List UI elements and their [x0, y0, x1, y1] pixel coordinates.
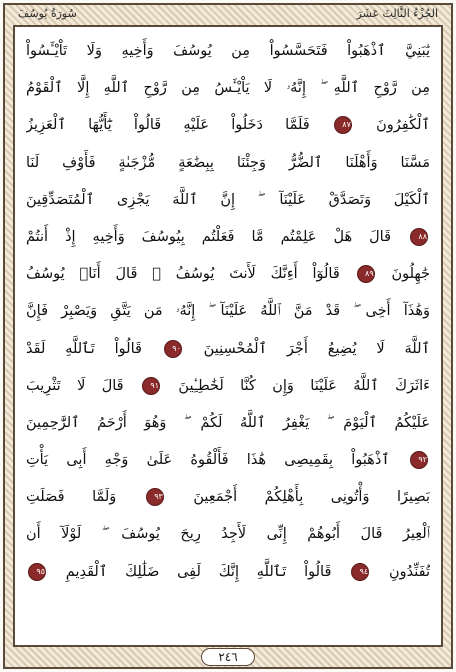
page-number: ٢٤٦: [201, 648, 254, 666]
ayah-text: قَالَ هَلْ عَلِمْتُم مَّا فَعَلْتُم بِيُوسُفَ وَأَخِيهِ إِذْ أَنتُمْ: [26, 228, 392, 245]
page-footer: [0, 646, 456, 666]
quran-text-block: [26, 33, 430, 593]
text-line: [26, 479, 430, 516]
text-line: [26, 368, 430, 405]
ayah-text: قَالُواْ تَٱللَّهِ لَقَدْ: [26, 340, 142, 357]
ayah-number-marker: ٨٩: [357, 265, 375, 283]
juz-label: الجُزْءُ الثَّالِثَ عَشَرَ: [356, 7, 438, 20]
text-line: [26, 70, 430, 107]
text-line: [26, 405, 430, 442]
ayah-text: قَالُواْ تَٱللَّهِ إِنَّكَ لَفِى ضَلَٰلِكَ ٱلْقَدِيمِ: [65, 563, 332, 580]
ayah-text: عَلَيْكُمُ ٱلْيَوْمَ ۖ يَغْفِرُ ٱللَّهُ لَكُمْ ۖ وَهُوَ أَرْحَمُ ٱلرَّٰحِمِينَ: [26, 414, 430, 431]
ayah-text: جَٰهِلُونَ: [391, 266, 430, 283]
text-line: [26, 33, 430, 70]
text-line: [26, 107, 430, 144]
ayah-text: ٱلْكَٰفِرُونَ: [376, 117, 430, 134]
text-line: [26, 516, 430, 553]
ayah-text: مِن رَّوْحِ ٱللَّهِ ۖ إِنَّهُۥ لَا يَاْيْـَٔسُ مِن رَّوْحِ ٱللَّهِ إِلَّا ٱلْقَوْمُ: [26, 80, 430, 97]
ayah-text: مَسَّنَا وَأَهْلَنَا ٱلضُّرُّ وَجِئْنَا بِبِضَٰعَةٍ مُّزْجَىٰةٍ فَأَوْفِ لَنَا: [26, 154, 430, 171]
ayah-text: قَالُوٓاْ أَءِنَّكَ لَأَنتَ يُوسُفُ ۖ قَالَ أَنَا۠ يُوسُفُ: [26, 266, 340, 283]
ayah-text: ٱذْهَبُواْ بِقَمِيصِى هَٰذَا فَأَلْقُوهُ عَلَىٰ وَجْهِ أَبِى يَأْتِ: [26, 452, 390, 469]
ayah-text: بَصِيرًا وَأْتُونِى بِأَهْلِكُمْ أَجْمَعِينَ: [193, 489, 430, 506]
ayah-text: تُفَنِّدُونِ: [388, 563, 430, 580]
ayah-text: وَهَٰذَآ أَخِى ۖ قَدْ مَنَّ ٱللَّهُ عَلَيْنَآ ۖ إِنَّهُۥ مَن يَتَّقِ وَيَصْبِرْ فَإِنَّ: [26, 303, 430, 320]
text-line: [26, 219, 430, 256]
ayah-number-marker: ٩٢: [410, 451, 428, 469]
page-header: [14, 6, 442, 24]
ayah-text: ءَاثَرَكَ ٱللَّهُ عَلَيْنَا وَإِن كُنَّا لَخَٰطِـِٔينَ: [178, 377, 430, 394]
ayah-text: يَٰبَنِيَّ ٱذْهَبُواْ فَتَحَسَّسُواْ مِن يُوسُفَ وَأَخِيهِ وَلَا تَاْيْـَٔسُواْ: [26, 43, 430, 59]
ayah-text: فَلَمَّا دَخَلُواْ عَلَيْهِ قَالُواْ يَٰٓأَيُّهَا ٱلْعَزِيزُ: [26, 117, 310, 134]
ayah-text: قَالَ لَا تَثْرِيبَ: [26, 377, 124, 394]
ayah-number-marker: ٩٥: [28, 563, 46, 581]
text-line: [26, 145, 430, 182]
ayah-text: ٱلْعِيرُ قَالَ أَبُوهُمْ إِنِّى لَأَجِدُ رِيحَ يُوسُفَ ۖ لَوْلَآ أَن: [26, 526, 430, 543]
ayah-text: ٱلْكَيْلَ وَتَصَدَّقْ عَلَيْنَآ ۖ إِنَّ ٱللَّهَ يَجْزِى ٱلْمُتَصَدِّقِينَ: [26, 191, 430, 208]
ayah-number-marker: ٩٠: [164, 340, 182, 358]
ayah-number-marker: ٨٨: [410, 228, 428, 246]
ayah-number-marker: ٩٣: [146, 488, 164, 506]
text-line: [26, 182, 430, 219]
ayah-number-marker: ٨٧: [334, 116, 352, 134]
ayah-text: وَلَمَّا فَصَلَتِ: [26, 489, 117, 506]
text-line: [26, 554, 430, 591]
ayah-text: ٱللَّهَ لَا يُضِيعُ أَجْرَ ٱلْمُحْسِنِينَ: [203, 340, 430, 357]
ayah-number-marker: ٩١: [142, 377, 160, 395]
text-line: [26, 293, 430, 330]
ayah-number-marker: ٩٤: [351, 563, 369, 581]
text-line: [26, 442, 430, 479]
text-line: [26, 256, 430, 293]
surah-label: سُورَةُ يُوسُفَ: [18, 7, 77, 20]
text-line: [26, 331, 430, 368]
